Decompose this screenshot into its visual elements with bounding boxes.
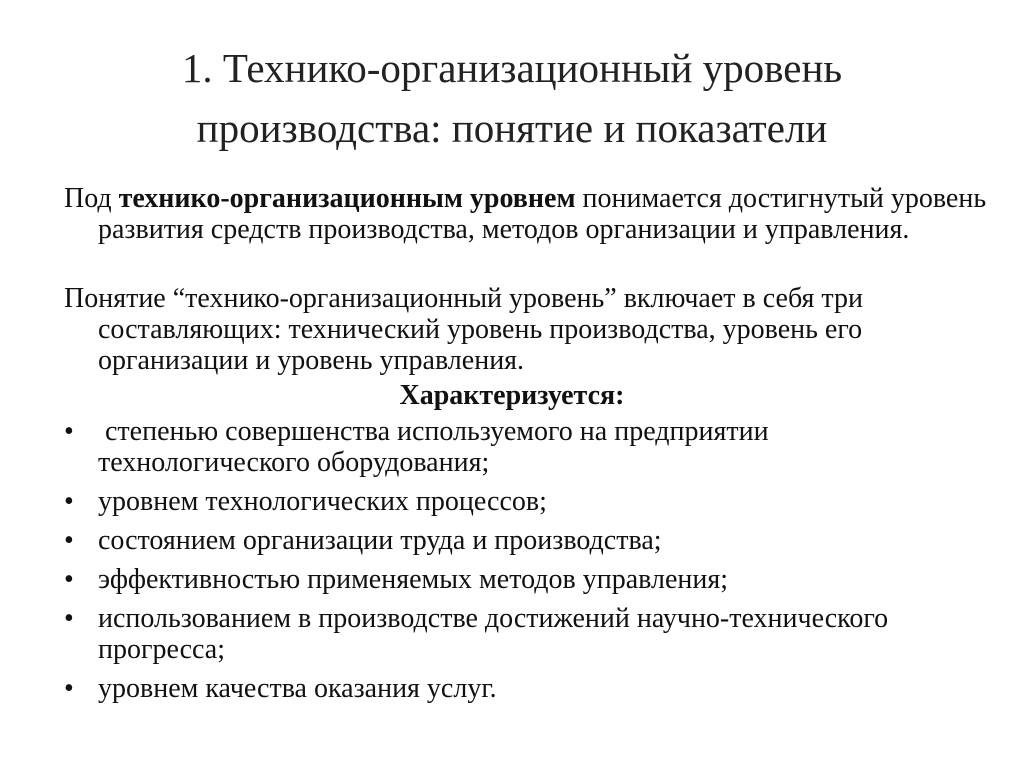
concept-paragraph: Понятие “технико-организационный уровень” включает в себя три составляющих: технический уровень производства, уровень его организации и уровень управления. (64, 283, 863, 376)
list-item (64, 564, 984, 595)
list-item-text: степенью совершенства используемого на предприятии технологического оборудования; (98, 416, 776, 478)
bullet-icon: • (64, 525, 74, 556)
definition-paragraph (64, 183, 1018, 245)
list-item-text: уровнем качества оказания услуг. (98, 673, 497, 704)
slide-title-line-1: 1. Технико-организационный уровень (181, 45, 843, 91)
bullet-icon: • (64, 486, 74, 517)
list-item (64, 486, 984, 517)
characteristics-heading: Характеризуется: (399, 380, 625, 411)
list-item-text: использованием в производстве достижений научно-технического прогресса; (98, 603, 889, 665)
list-item-text: состоянием организации труда и производства; (98, 525, 662, 556)
slide-title-line-2: производства: понятие и показатели (196, 105, 828, 151)
list-item (64, 603, 984, 665)
bullet-icon: • (64, 673, 74, 704)
definition-rest: понимается достигнутый уровень развития средств производства, методов организации и управления. (98, 183, 987, 245)
characteristics-list (64, 416, 984, 712)
list-item (64, 525, 984, 556)
definition-prefix: Под (64, 183, 119, 214)
bullet-icon: • (64, 416, 74, 447)
bullet-icon: • (64, 564, 74, 595)
definition-term: технико-организационным уровнем (118, 183, 576, 214)
bullet-icon: • (64, 603, 74, 634)
list-item (64, 673, 984, 704)
list-item-text: уровнем технологических процессов; (98, 486, 547, 517)
list-item (64, 416, 984, 478)
list-item-text: эффективностью применяемых методов управления; (98, 564, 729, 595)
slide-title (0, 38, 1024, 158)
